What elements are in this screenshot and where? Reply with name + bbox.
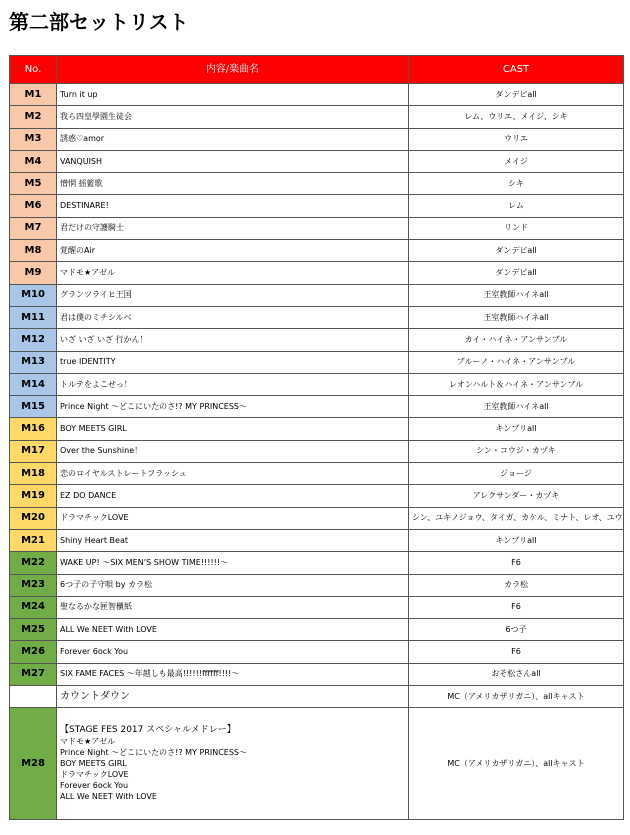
setlist-table [9,55,624,820]
song-title: 我ら四皇學園生徒会 [57,106,409,128]
page-title: 第二部セットリスト [9,10,189,34]
song-cast: ウリエ [409,128,624,150]
song-number: M14 [10,373,57,395]
song-number: M2 [10,106,57,128]
song-title: true IDENTITY [57,351,409,373]
table-row [10,240,624,262]
countdown-title: カウントダウン [57,686,409,708]
song-number: M27 [10,663,57,685]
song-title: 聖なるかな匣智櫃紙 [57,596,409,618]
song-title: 誘惑♡amor [57,128,409,150]
song-number: M5 [10,173,57,195]
table-row [10,217,624,239]
table-row [10,150,624,172]
medley-no: M28 [10,708,57,820]
song-title: 6つ子の子守唄 by カラ松 [57,574,409,596]
song-title: BOY MEETS GIRL [57,418,409,440]
song-number: M11 [10,306,57,328]
table-row [10,440,624,462]
song-number: M13 [10,351,57,373]
medley-content [57,708,409,820]
header-row [10,56,624,84]
song-cast: 王室教師ハイネall [409,396,624,418]
table-row [10,373,624,395]
song-title: 覚醒のAir [57,240,409,262]
song-cast: 王室教師ハイネall [409,306,624,328]
table-row [10,619,624,641]
song-title: 恋のロイヤルストレートフラッシュ [57,463,409,485]
table-row [10,306,624,328]
song-cast: シン、ユキノジョウ、タイガ、カケル、ミナト、レオ、ユウ [409,507,624,529]
song-title: トルテをよこせっ！ [57,373,409,395]
song-number: M4 [10,150,57,172]
song-title: Shiny Heart Beat [57,529,409,551]
song-title: VANQUISH [57,150,409,172]
song-number: M3 [10,128,57,150]
song-cast: レム [409,195,624,217]
song-number: M26 [10,641,57,663]
header-song: 内容/楽曲名 [57,56,409,84]
table-row [10,596,624,618]
table-row [10,173,624,195]
song-cast: シキ [409,173,624,195]
song-number: M1 [10,84,57,106]
table-row [10,262,624,284]
song-number: M18 [10,463,57,485]
song-number: M17 [10,440,57,462]
song-title: 君は僕のミチシルベ [57,306,409,328]
song-number: M12 [10,329,57,351]
song-number: M10 [10,284,57,306]
countdown-no [10,686,57,708]
song-cast: 王室教師ハイネall [409,284,624,306]
table-row [10,84,624,106]
song-title: Over the Sunshine！ [57,440,409,462]
song-cast: おそ松さんall [409,663,624,685]
song-number: M24 [10,596,57,618]
song-title: いざ いざ いざ 行かん！ [57,329,409,351]
table-row [10,284,624,306]
medley-song: マドモ★アゼル [60,737,116,747]
song-cast: ダンデビall [409,240,624,262]
song-cast: レム、ウリエ、メイジ、シキ [409,106,624,128]
table-row [10,663,624,685]
song-title: EZ DO DANCE [57,485,409,507]
song-number: M23 [10,574,57,596]
song-number: M8 [10,240,57,262]
table-row [10,507,624,529]
song-cast: 6つ子 [409,619,624,641]
table-row [10,529,624,551]
table-row [10,641,624,663]
song-cast: カイ・ハイネ・アンサンブル [409,329,624,351]
song-number: M25 [10,619,57,641]
song-title: マドモ★アゼル [57,262,409,284]
song-number: M6 [10,195,57,217]
song-number: M21 [10,529,57,551]
song-title: 憎惘 揺籃歌 [57,173,409,195]
table-row [10,552,624,574]
song-title: グランツライヒ王国 [57,284,409,306]
header-no: No. [10,56,57,84]
song-cast: キンプリall [409,529,624,551]
song-cast: メイジ [409,150,624,172]
table-row [10,418,624,440]
song-number: M15 [10,396,57,418]
song-cast: ジョージ [409,463,624,485]
medley-song: ドラマチックLOVE [60,770,129,780]
medley-song: Prince Night ～どこにいたのさ!? MY PRINCESS～ [60,748,248,758]
table-row [10,351,624,373]
song-number: M16 [10,418,57,440]
table-row [10,195,624,217]
song-title: WAKE UP! ～SIX MEN’S SHOW TIME!!!!!!～ [57,552,409,574]
song-cast: ブルーノ・ハイネ・アンサンブル [409,351,624,373]
song-number: M9 [10,262,57,284]
song-cast: ダンデビall [409,84,624,106]
song-cast: F6 [409,552,624,574]
medley-song: BOY MEETS GIRL [60,759,127,769]
song-cast: F6 [409,596,624,618]
table-row [10,485,624,507]
song-title: 君だけの守護騎士 [57,217,409,239]
song-number: M20 [10,507,57,529]
medley-title: 【STAGE FES 2017 スペシャルメドレー】 [60,725,236,736]
song-cast: カラ松 [409,574,624,596]
song-cast: リンド [409,217,624,239]
song-cast: キンプリall [409,418,624,440]
table-row [10,463,624,485]
song-title: SIX FAME FACES ～年越しも最高!!!!!!ffffff!!!!～ [57,663,409,685]
setlist-body [10,84,624,820]
song-cast: シン・コウジ・カヅキ [409,440,624,462]
header-cast: CAST [409,56,624,84]
medley-row [10,708,624,820]
medley-cast: MC（アメリカザリガニ）、allキャスト [409,708,624,820]
song-title: Turn it up [57,84,409,106]
medley-song-list [60,725,405,802]
song-cast: レオンハルト＆ハイネ・アンサンブル [409,373,624,395]
song-number: M19 [10,485,57,507]
countdown-cast: MC（アメリカザリガニ）、allキャスト [409,686,624,708]
medley-song: ALL We NEET With LOVE [60,792,157,802]
song-number: M22 [10,552,57,574]
song-number: M7 [10,217,57,239]
song-title: DESTINARE! [57,195,409,217]
song-cast: F6 [409,641,624,663]
table-row [10,574,624,596]
song-title: ドラマチックLOVE [57,507,409,529]
countdown-row [10,686,624,708]
table-row [10,329,624,351]
table-row [10,128,624,150]
song-title: Prince Night ～どこにいたのさ!? MY PRINCESS～ [57,396,409,418]
table-row [10,396,624,418]
song-cast: アレクサンダー・カヅキ [409,485,624,507]
song-cast: ダンデビall [409,262,624,284]
table-row [10,106,624,128]
medley-song: Forever 6ock You [60,781,129,791]
song-title: ALL We NEET With LOVE [57,619,409,641]
song-title: Forever 6ock You [57,641,409,663]
